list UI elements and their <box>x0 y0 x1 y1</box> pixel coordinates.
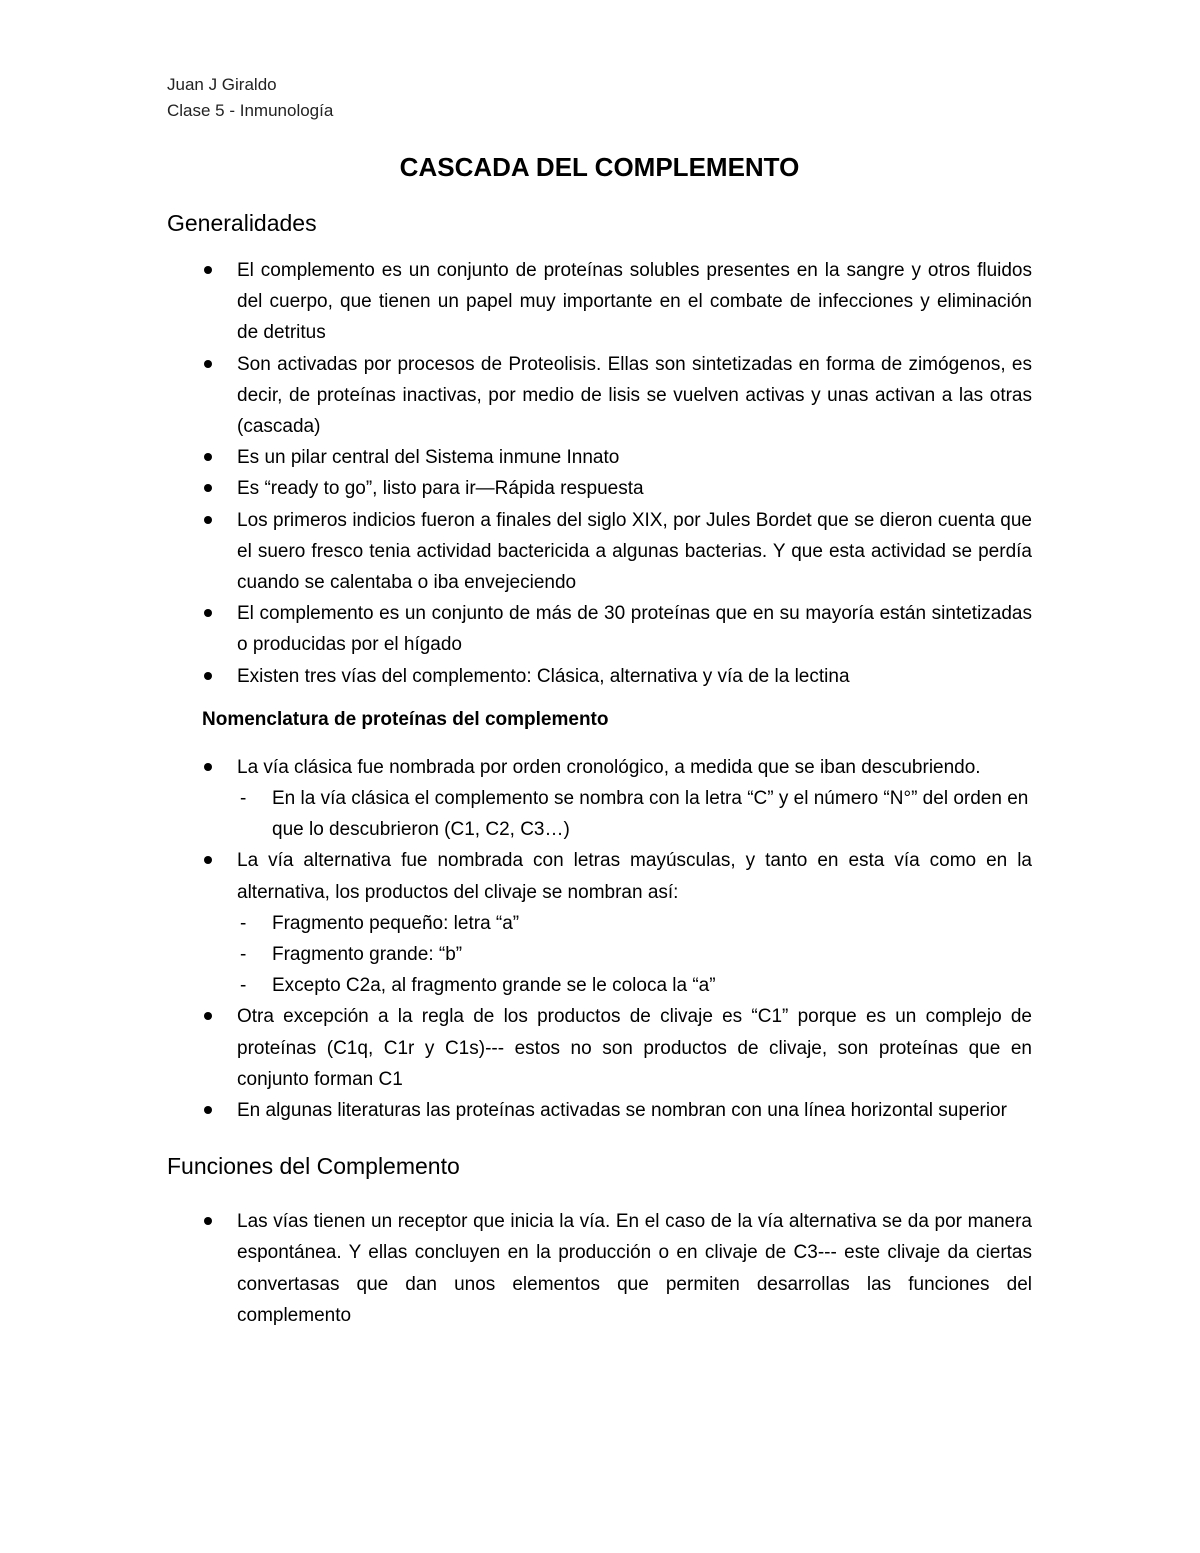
course-name: Clase 5 - Inmunología <box>167 101 334 120</box>
subheading-nomenclatura: Nomenclatura de proteínas del complemento <box>202 708 609 730</box>
list-item: Los primeros indicios fueron a finales del siglo XIX, por Jules Bordet que se dieron cuenta que el suero fresco tenia actividad bactericida a algunas bacterias. Y que esta actividad se perdía cuando se calentaba o iba envejeciendo <box>237 505 1032 599</box>
list-item-text: La vía clásica fue nombrada por orden cronológico, a medida que se iban descubriendo. <box>237 756 981 778</box>
generalidades-list <box>167 255 1032 692</box>
sub-list-item: - Fragmento pequeño: letra “a” <box>272 908 1032 939</box>
sub-list-item: - En la vía clásica el complemento se nombra con la letra “C” y el número “N°” del orden en que lo descubrieron (C1, C2, C3…) <box>272 783 1032 845</box>
nomenclatura-list <box>167 752 1032 1126</box>
list-item <box>237 752 1032 846</box>
section-heading-generalidades: Generalidades <box>167 210 317 236</box>
document-title: CASCADA DEL COMPLEMENTO <box>399 152 800 182</box>
list-item: Otra excepción a la regla de los productos de clivaje es “C1” porque es un complejo de proteínas (C1q, C1r y C1s)--- estos no son productos de clivaje, son proteínas que en conjunto forman C1 <box>237 1001 1032 1095</box>
section-heading-funciones: Funciones del Complemento <box>167 1153 460 1180</box>
sub-list-item: - Excepto C2a, al fragmento grande se le coloca la “a” <box>272 970 1032 1001</box>
list-item: Es un pilar central del Sistema inmune Innato <box>237 442 1032 473</box>
list-item: Es “ready to go”, listo para ir—Rápida respuesta <box>237 473 1032 504</box>
list-item: El complemento es un conjunto de proteínas solubles presentes en la sangre y otros fluidos del cuerpo, que tienen un papel muy importante en el combate de infecciones y eliminación de detritus <box>237 255 1032 349</box>
list-item: Son activadas por procesos de Proteolisis. Ellas son sintetizadas en forma de zimógenos, es decir, de proteínas inactivas, por medio de lisis se vuelven activas y unas activan a las otras (cascada) <box>237 349 1032 443</box>
sub-list <box>237 783 1032 845</box>
author-name: Juan J Giraldo <box>167 75 277 94</box>
sub-list-item: - Fragmento grande: “b” <box>272 939 1032 970</box>
funciones-list <box>167 1206 1032 1331</box>
list-item: Existen tres vías del complemento: Clásica, alternativa y vía de la lectina <box>237 661 1032 692</box>
list-item <box>237 845 1032 1001</box>
list-item-text: La vía alternativa fue nombrada con letras mayúsculas, y tanto en esta vía como en la alternativa, los productos del clivaje se nombran así: <box>237 850 1032 903</box>
sub-list <box>237 908 1032 1002</box>
list-item: En algunas literaturas las proteínas activadas se nombran con una línea horizontal superior <box>237 1095 1032 1126</box>
list-item: El complemento es un conjunto de más de 30 proteínas que en su mayoría están sintetizadas o producidas por el hígado <box>237 598 1032 660</box>
list-item: Las vías tienen un receptor que inicia la vía. En el caso de la vía alternativa se da por manera espontánea. Y ellas concluyen en la producción o en clivaje de C3--- este clivaje da ciertas convertasas que dan unos elementos que permiten desarrollas las funciones del complemento <box>237 1206 1032 1331</box>
